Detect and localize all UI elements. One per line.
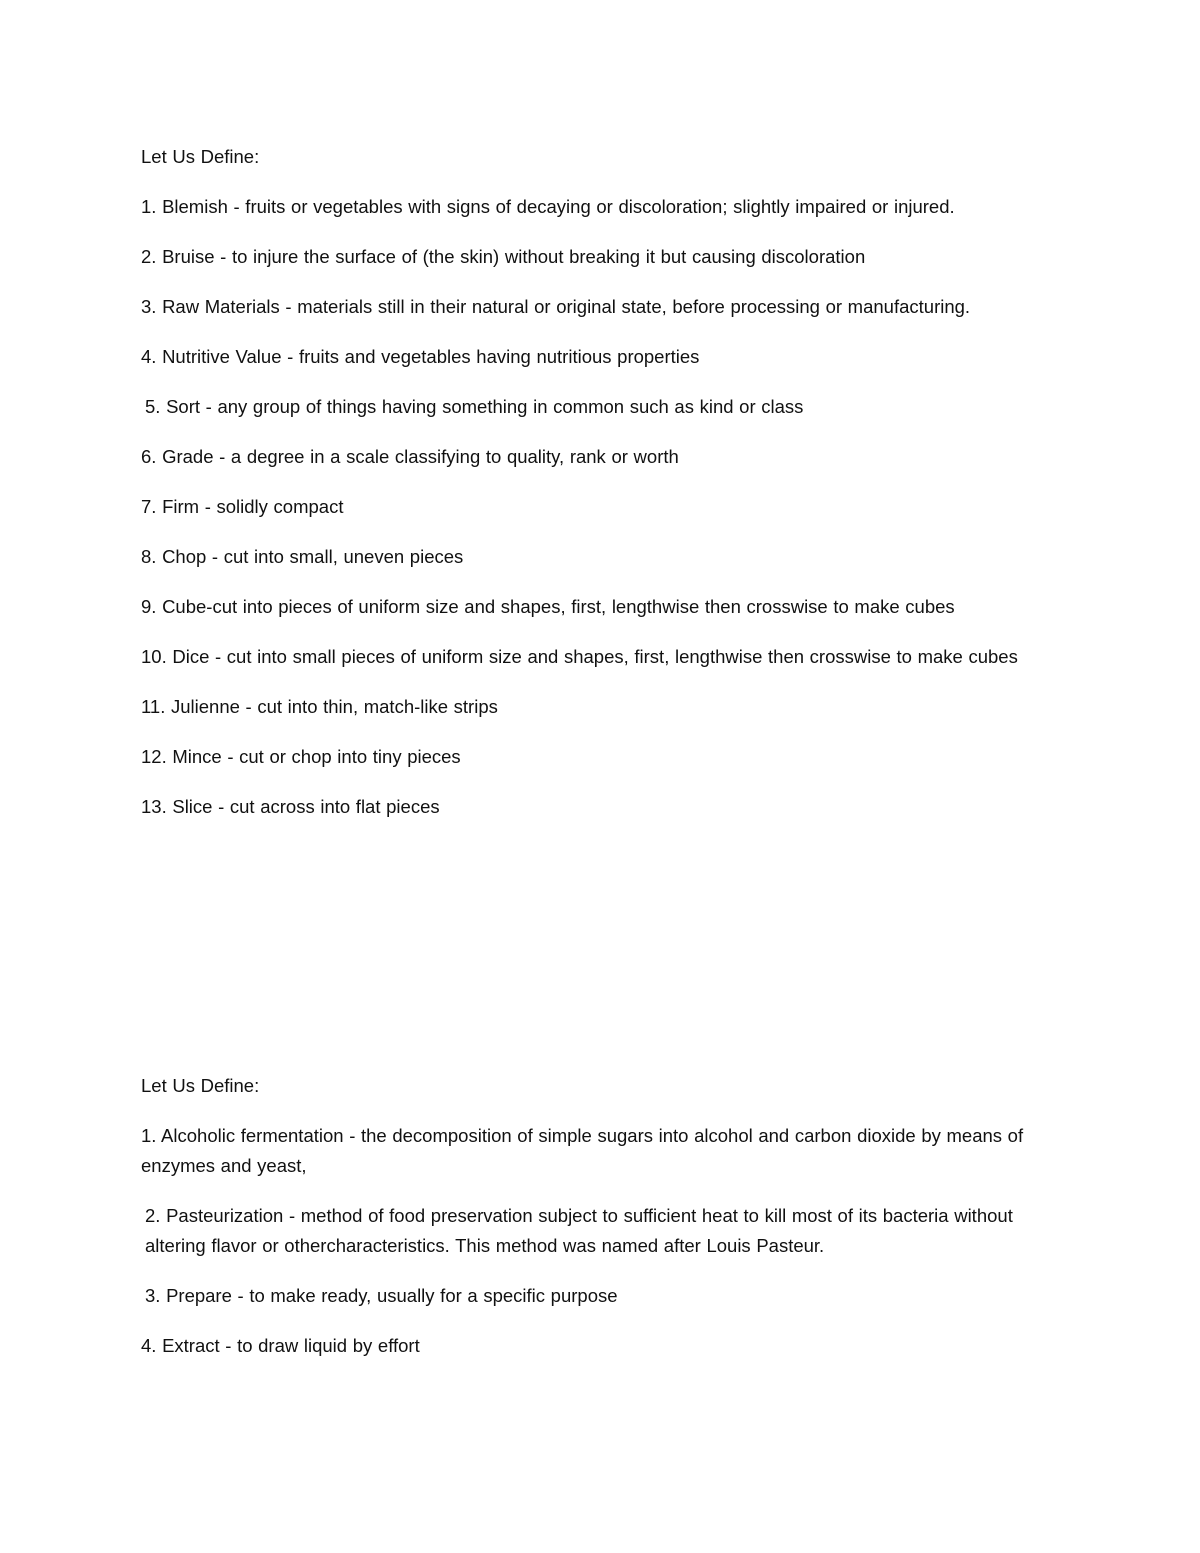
definition-item: 9. Cube-cut into pieces of uniform size and shapes, first, lengthwise then crosswise to make cubes bbox=[141, 596, 955, 617]
section-heading: Let Us Define: bbox=[141, 146, 260, 167]
definition-item: 6. Grade - a degree in a scale classifying to quality, rank or worth bbox=[141, 446, 679, 467]
definition-item: 13. Slice - cut across into flat pieces bbox=[141, 796, 440, 817]
section-heading: Let Us Define: bbox=[141, 1075, 260, 1096]
definition-item: 8. Chop - cut into small, uneven pieces bbox=[141, 546, 464, 567]
definition-item: 3. Prepare - to make ready, usually for a specific purpose bbox=[145, 1285, 618, 1306]
definition-item: 4. Nutritive Value - fruits and vegetables having nutritious properties bbox=[141, 346, 700, 367]
definition-item: 12. Mince - cut or chop into tiny pieces bbox=[141, 746, 461, 767]
definition-item: 2. Pasteurization - method of food preservation subject to sufficient heat to kill most of its bacteria without altering flavor or othercharacteristics. This method was named after Louis Pasteur. bbox=[145, 1205, 1013, 1256]
definitions-section-1 bbox=[141, 142, 1041, 842]
definition-item: 2. Bruise - to injure the surface of (the skin) without breaking it but causing discoloration bbox=[141, 246, 866, 267]
definition-item: 5. Sort - any group of things having something in common such as kind or class bbox=[145, 396, 804, 417]
definition-item: 11. Julienne - cut into thin, match-like strips bbox=[141, 696, 498, 717]
definition-item: 1. Blemish - fruits or vegetables with signs of decaying or discoloration; slightly impaired or injured. bbox=[141, 196, 955, 217]
definition-item: 7. Firm - solidly compact bbox=[141, 496, 344, 517]
definition-item: 3. Raw Materials - materials still in their natural or original state, before processing or manufacturing. bbox=[141, 296, 971, 317]
definition-item: 1. Alcoholic fermentation - the decomposition of simple sugars into alcohol and carbon dioxide by means of enzymes and yeast, bbox=[141, 1125, 1024, 1176]
definition-item: 10. Dice - cut into small pieces of uniform size and shapes, first, lengthwise then crosswise to make cubes bbox=[141, 646, 1018, 667]
definition-item: 4. Extract - to draw liquid by effort bbox=[141, 1335, 420, 1356]
definitions-section-2 bbox=[141, 1071, 1041, 1381]
